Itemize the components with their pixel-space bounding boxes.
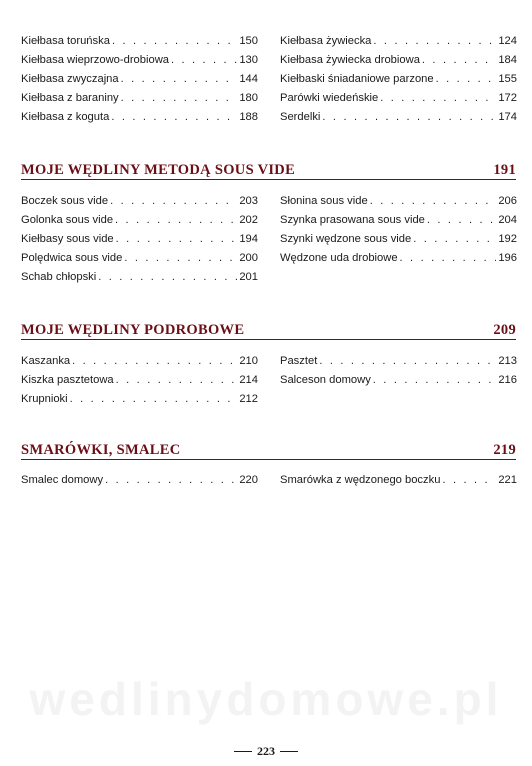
dot-leader: [427, 211, 496, 230]
toc-entry[interactable]: [21, 32, 258, 51]
entry-title: Szynki wędzone sous vide: [280, 233, 412, 245]
toc-entry[interactable]: [280, 371, 517, 390]
entry-page: 194: [239, 233, 258, 245]
watermark: wedlinydomowe.pl: [29, 673, 503, 725]
entry-page: 204: [498, 214, 517, 226]
toc-entry[interactable]: [21, 471, 258, 490]
entry-title: Kiełbaski śniadaniowe parzone: [280, 73, 434, 85]
dot-leader: [373, 371, 497, 390]
entry-title: Kaszanka: [21, 355, 71, 367]
entry-page: 210: [239, 355, 258, 367]
dot-leader: [121, 70, 238, 89]
entries-podrobowe-left: [21, 352, 258, 409]
entry-title: Kiełbasa zwyczajna: [21, 73, 119, 85]
entry-page: 200: [239, 252, 258, 264]
toc-entry[interactable]: [280, 70, 517, 89]
page-number-dash-left: [234, 751, 252, 752]
entry-title: Parówki wiedeńskie: [280, 92, 379, 104]
dot-leader: [322, 108, 496, 127]
entry-title: Kiszka pasztetowa: [21, 374, 114, 386]
dot-leader: [413, 230, 496, 249]
entry-title: Wędzone uda drobiowe: [280, 252, 398, 264]
entry-page: 213: [498, 355, 517, 367]
entry-page: 184: [498, 54, 517, 66]
entries-smarowki-left: [21, 471, 258, 490]
page-number-value: 223: [257, 744, 275, 758]
dot-leader: [98, 268, 237, 287]
toc-entry[interactable]: [280, 51, 517, 70]
toc-entry[interactable]: [280, 249, 517, 268]
section-title: MOJE WĘDLINY PODROBOWE: [21, 322, 245, 338]
entries-sous-vide-left: [21, 192, 258, 287]
dot-leader: [72, 352, 237, 371]
toc-entry[interactable]: [280, 471, 517, 490]
toc-entry[interactable]: [280, 89, 517, 108]
entry-page: 130: [239, 54, 258, 66]
entry-title: Pasztet: [280, 355, 318, 367]
entry-page: 202: [239, 214, 258, 226]
entry-title: Schab chłopski: [21, 271, 97, 283]
entry-title: Kiełbasa żywiecka drobiowa: [280, 54, 420, 66]
dot-leader: [373, 32, 496, 51]
toc-entry[interactable]: [21, 70, 258, 89]
entry-page: 206: [498, 195, 517, 207]
entry-page: 220: [239, 474, 258, 486]
toc-entry[interactable]: [280, 32, 517, 51]
entry-title: Smalec domowy: [21, 474, 104, 486]
section-title: SMARÓWKI, SMALEC: [21, 442, 181, 458]
entry-page: 212: [239, 393, 258, 405]
dot-leader: [70, 390, 238, 409]
page-number-dash-right: [280, 751, 298, 752]
toc-entry[interactable]: [21, 249, 258, 268]
entry-page: 172: [498, 92, 517, 104]
entry-page: 180: [239, 92, 258, 104]
toc-entry[interactable]: [280, 192, 517, 211]
dot-leader: [370, 192, 497, 211]
entry-page: 203: [239, 195, 258, 207]
entry-page: 221: [498, 474, 517, 486]
entry-page: 216: [498, 374, 517, 386]
entries-podrobowe-right: [280, 352, 517, 390]
toc-entry[interactable]: [21, 51, 258, 70]
entry-title: Boczek sous vide: [21, 195, 109, 207]
entry-title: Golonka sous vide: [21, 214, 114, 226]
entries-top-right: [280, 32, 517, 127]
entries-smarowki-right: [280, 471, 517, 490]
entry-title: Szynka prasowana sous vide: [280, 214, 425, 226]
toc-entry[interactable]: [280, 108, 517, 127]
entries-sous-vide-right: [280, 192, 517, 268]
section-title: MOJE WĘDLINY METODĄ SOUS VIDE: [21, 162, 296, 178]
dot-leader: [111, 108, 237, 127]
toc-entry[interactable]: [21, 108, 258, 127]
entry-page: 144: [239, 73, 258, 85]
toc-entry[interactable]: [21, 230, 258, 249]
entry-title: Krupnioki: [21, 393, 68, 405]
dot-leader: [171, 51, 237, 70]
toc-entry[interactable]: [21, 390, 258, 409]
dot-leader: [116, 371, 238, 390]
entry-title: Kiełbasa toruńska: [21, 35, 110, 47]
entry-page: 201: [239, 271, 258, 283]
entry-title: Słonina sous vide: [280, 195, 368, 207]
section-heading-podrobowe[interactable]: [21, 320, 516, 340]
toc-entry[interactable]: [21, 192, 258, 211]
dot-leader: [442, 471, 496, 490]
dot-leader: [380, 89, 496, 108]
toc-entry[interactable]: [280, 230, 517, 249]
section-page: 191: [493, 162, 516, 178]
dot-leader: [124, 249, 237, 268]
section-page: 209: [493, 322, 516, 338]
toc-entry[interactable]: [280, 352, 517, 371]
dot-leader: [112, 32, 237, 51]
entry-title: Kiełbasa żywiecka: [280, 35, 372, 47]
entry-page: 174: [498, 111, 517, 123]
dot-leader: [436, 70, 497, 89]
dot-leader: [400, 249, 497, 268]
entry-title: Kiełbasa z koguta: [21, 111, 110, 123]
section-page: 219: [493, 442, 516, 458]
entry-title: Smarówka z wędzonego boczku: [280, 474, 441, 486]
toc-entry[interactable]: [21, 371, 258, 390]
toc-entry[interactable]: [21, 211, 258, 230]
dot-leader: [110, 192, 237, 211]
entry-page: 192: [498, 233, 517, 245]
dot-leader: [121, 89, 238, 108]
dot-leader: [422, 51, 496, 70]
entry-page: 124: [498, 35, 517, 47]
entry-title: Salceson domowy: [280, 374, 371, 386]
toc-entry[interactable]: [21, 352, 258, 371]
dot-leader: [319, 352, 496, 371]
toc-entry[interactable]: [280, 211, 517, 230]
entry-page: 155: [498, 73, 517, 85]
section-heading-smarowki[interactable]: [21, 440, 516, 460]
toc-entry[interactable]: [21, 268, 258, 287]
entry-page: 214: [239, 374, 258, 386]
toc-entry[interactable]: [21, 89, 258, 108]
entry-title: Serdelki: [280, 111, 321, 123]
page-number: [0, 744, 532, 759]
entry-page: 188: [239, 111, 258, 123]
entry-title: Polędwica sous vide: [21, 252, 123, 264]
entry-title: Kiełbasa z baraniny: [21, 92, 119, 104]
entry-title: Kiełbasa wieprzowo-drobiowa: [21, 54, 169, 66]
entry-title: Kiełbasy sous vide: [21, 233, 114, 245]
dot-leader: [115, 211, 237, 230]
entries-top-left: [21, 32, 258, 127]
dot-leader: [105, 471, 237, 490]
entry-page: 150: [239, 35, 258, 47]
entry-page: 196: [498, 252, 517, 264]
dot-leader: [116, 230, 238, 249]
section-heading-sous-vide[interactable]: [21, 160, 516, 180]
